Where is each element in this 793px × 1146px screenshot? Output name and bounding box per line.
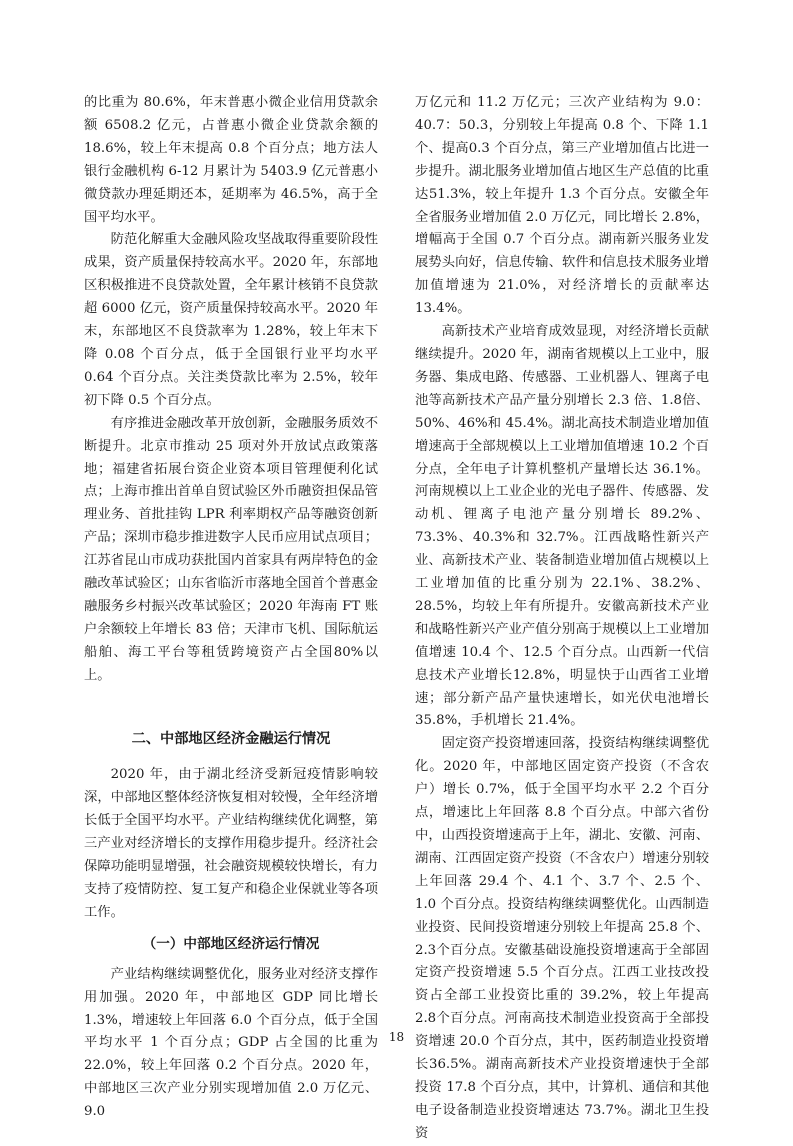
paragraph-high-tech-industry: 高新技术产业培育成效显现，对经济增长贡献继续提升。2020 年，湖南省规模以上工业中，服务器、集成电路、传感器、工业机器人、锂离子电池等高新技术产品产量分别增长 2.3 倍、1.8倍、50%、46%和 45.4%。湖北高技术制造业增加值增速高于全部规模以上工业增加值增速 10.2 个百分点，全年电子计算机整机产量增长达 36.1%。河南规模以上工业企业的光电子器件、传感器、发动机、锂离子电池产量分别增长 89.2%、73.3%、40.3%和 32.7%。江西战略性新兴产业、高新技术产业、装备制造业增加值占规模以上工业增加值的比重分别为 22.1%、38.2%、28.5%，均较上年有所提升。安徽高新技术产业和战略性新兴产业产值分别高于规模以上工业增加值增速 10.4 个、12.5 个百分点。山西新一代信息技术产业增长12.8%，明显快于山西省工业增速；部分新产品产量快速增长，如光伏电池增长 35.8%，手机增长 21.4%。 (415, 324, 709, 729)
paragraph-risk-resolution: 防范化解重大金融风险攻坚战取得重要阶段性成果，资产质量保持较高水平。2020 年，东部地区积极推进不良贷款处置，全年累计核销不良贷款超 6000 亿元，资产质量保持较高水平。2020 年末，东部地区不良贷款率为 1.28%，较上年末下降 0.08 个百分点，低于全国银行业平均水平 0.64 个百分点。关注类贷款比率为 2.5%，较年初下降 0.5 个百分点。 (84, 232, 378, 408)
left-column (84, 92, 378, 1124)
paragraph-service-industry: 万亿元和 11.2 万亿元；三次产业结构为 9.0：40.7：50.3，分别较上年提高 0.8 个、下降 1.1 个、提高0.3 个百分点，第三产业增加值占比进一步提升。湖北服务业增加值占地区生产总值的比重达51.3%，较上年提升 1.3 个百分点。安徽全年全省服务业增加值 2.0 万亿元，同比增长 2.8%，增幅高于全国 0.7 个百分点。湖南新兴服务业发展势头向好，信息传输、软件和信息技术服务业增加值增速为 21.0%，对经济增长的贡献率达 13.4%。 (415, 95, 709, 317)
paragraph-fixed-asset-investment: 固定资产投资增速回落，投资结构继续调整优化。2020 年，中部地区固定资产投资（不含农户）增长 0.7%，低于全国平均水平 2.2 个百分点，增速比上年回落 8.8 个百分点。中部六省份中，山西投资增速高于上年，湖北、安徽、河南、湖南、江西固定资产投资（不含农户）增速分别较上年回落 29.4 个、4.1 个、3.7 个、2.5 个、1.0 个百分点。投资结构继续调整优化。山西制造业投资、民间投资增速分别较上年提高 25.8 个、2.3个百分点。安徽基础设施投资增速高于全部固定资产投资增速 5.5 个百分点。江西工业技改投资占全部工业投资比重的 39.2%，较上年提高 2.8个百分点。河南高技术制造业投资高于全部投资增速 20.0 个百分点，其中，医药制造业投资增长36.5%。湖南高新技术产业投资增速快于全部投资 17.8 个百分点，其中，计算机、通信和其他电子设备制造业投资增速达 73.7%。湖北卫生投资 (415, 736, 709, 1141)
page-number: 18 (388, 1030, 405, 1044)
paragraph-inclusive-finance: 的比重为 80.6%，年末普惠小微企业信用贷款余额 6508.2 亿元，占普惠小微企业贷款余额的18.6%，较上年末提高 0.8 个百分点；地方法人银行金融机构 6-12 月累计为 5403.9 亿元普惠小微贷款办理延期还本，延期率为 46.5%，高于全国平均水平。 (84, 95, 378, 225)
paragraph-central-overview: 2020 年，由于湖北经济受新冠疫情影响较深，中部地区整体经济恢复相对较慢，全年经济增长低于全国平均水平。产业结构继续优化调整，第三产业对经济增长的支撑作用稳步提升。经济社会保障功能明显增强，社会融资规模较快增长，有力支持了疫情防控、复工复产和稳企业保就业等各项工作。 (84, 767, 378, 920)
subsection-heading-economy: （一）中部地区经济运行情况 (142, 935, 320, 952)
paragraph-reform-opening: 有序推进金融改革开放创新，金融服务质效不断提升。北京市推动 25 项对外开放试点政策落地；福建省拓展台资企业资本项目管理便利化试点；上海市推出首单自贸试验区外币融资担保品管理业务、首批挂钩 LPR 利率期权产品等融资创新产品；深圳市稳步推进数字人民币应用试点项目；江苏省昆山市成功获批国内首家具有两岸特色的金融改革试验区；山东省临沂市落地全国首个普惠金融服务乡村振兴改革试验区；2020 年海南 FT 账户余额较上年增长 83 倍；天津市飞机、国际航运船舶、海工平台等租赁跨境资产占全国80%以上。 (84, 415, 378, 683)
right-column (415, 92, 709, 1146)
paragraph-industrial-structure: 产业结构继续调整优化，服务业对经济支撑作用加强。2020 年，中部地区 GDP 同比增长1.3%，增速较上年回落 6.0 个百分点，低于全国平均水平 1 个百分点；GDP 占全国的比重为22.0%，较上年回落 0.2 个百分点。2020 年，中部地区三次产业分别实现增加值 2.0 万亿元、9.0 (84, 966, 378, 1120)
section-heading-central-region: 二、中部地区经济金融运行情况 (131, 730, 331, 747)
